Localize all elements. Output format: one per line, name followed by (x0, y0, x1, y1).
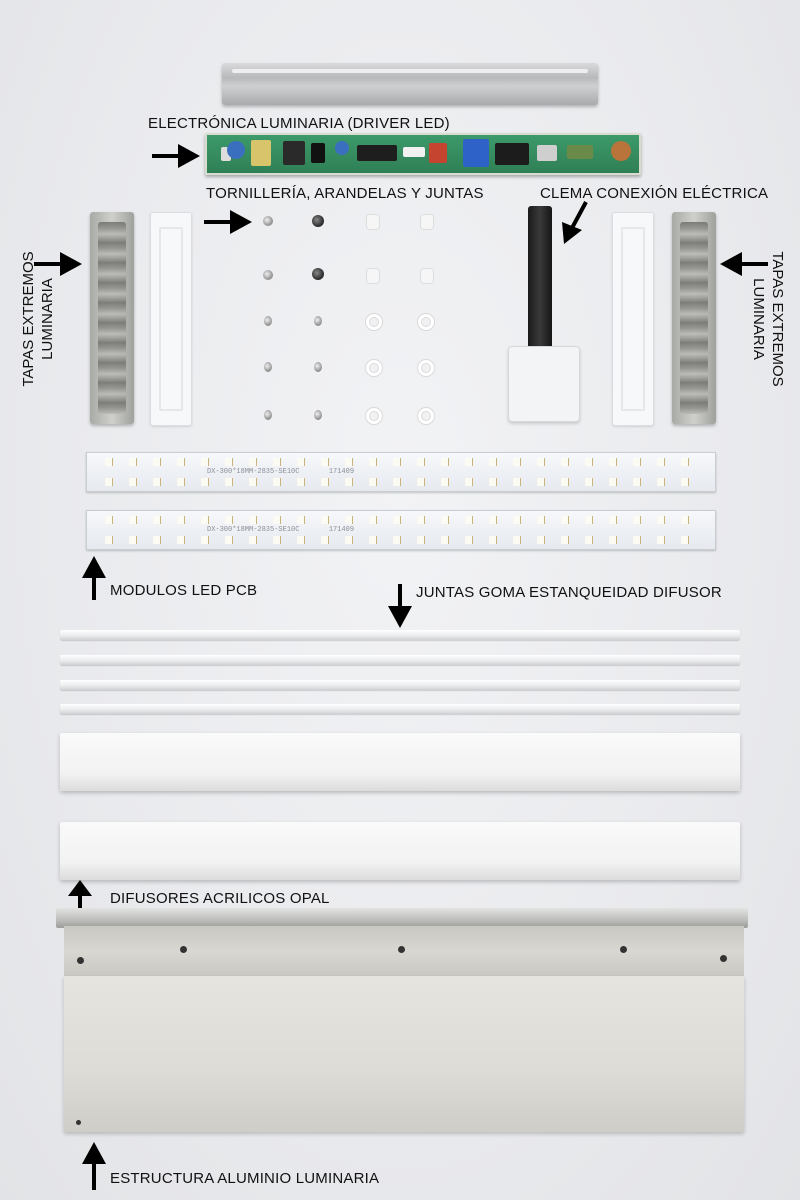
rubber-seal (60, 630, 740, 640)
mounting-hole (720, 955, 727, 962)
connector-cable (528, 206, 552, 356)
screw (264, 362, 272, 372)
washer (418, 360, 434, 376)
mounting-hole (76, 1120, 81, 1125)
mounting-hole (620, 946, 627, 953)
rubber-seal (60, 680, 740, 690)
mounting-hole (77, 957, 84, 964)
mounting-hole (398, 946, 405, 953)
washer (418, 408, 434, 424)
arrow-icon (204, 208, 252, 236)
gasket-plug (366, 214, 380, 230)
gasket-plug (420, 268, 434, 284)
driver-label: ELECTRÓNICA LUMINARIA (DRIVER LED) (148, 115, 450, 132)
screw (312, 215, 324, 227)
led-pcb-module: DX-300*18MM-2835-SE10C 171409 (86, 510, 716, 550)
structure-label: ESTRUCTURA ALUMINIO LUMINARIA (110, 1170, 380, 1187)
screw (314, 316, 322, 326)
aluminium-structure-lip (56, 908, 748, 928)
gasket-plug (420, 214, 434, 230)
led-modules-label: MODULOS LED PCB (110, 582, 258, 599)
arrow-icon (386, 584, 414, 628)
diffusers-label: DIFUSORES ACRILICOS OPAL (110, 890, 330, 907)
screw (312, 268, 324, 280)
screw (314, 410, 322, 420)
rubber-seal (60, 704, 740, 714)
end-cap-gasket-left (150, 212, 192, 426)
connector-box (508, 346, 580, 422)
aluminium-structure-body (64, 976, 744, 1132)
rubber-seal (60, 655, 740, 665)
screw (263, 216, 273, 226)
led-driver-pcb (205, 133, 641, 175)
washer (366, 360, 382, 376)
washer (366, 314, 382, 330)
end-cap-right (672, 212, 716, 424)
arrow-icon (560, 200, 592, 244)
end-caps-right-label: TAPAS EXTREMOS LUMINARIA (750, 251, 786, 387)
mounting-hole (180, 946, 187, 953)
connector-label: CLEMA CONEXIÓN ELÉCTRICA (540, 185, 769, 202)
end-cap-gasket-right (612, 212, 654, 426)
end-caps-left-label: TAPAS EXTREMOS LUMINARIA (20, 251, 56, 387)
screw (314, 362, 322, 372)
arrow-icon (66, 880, 94, 910)
arrow-icon (34, 250, 82, 278)
screw (264, 316, 272, 326)
screws-label: TORNILLERÍA, ARANDELAS Y JUNTAS (206, 185, 484, 202)
washer (366, 408, 382, 424)
opal-diffuser (60, 822, 740, 880)
washer (418, 314, 434, 330)
gasket-plug (366, 268, 380, 284)
arrow-icon (80, 556, 108, 600)
end-cap-left (90, 212, 134, 424)
led-pcb-module: DX-300*18MM-2835-SE10C 171409 (86, 452, 716, 492)
seals-label: JUNTAS GOMA ESTANQUEIDAD DIFUSOR (416, 584, 722, 601)
opal-diffuser (60, 733, 740, 791)
screw (264, 410, 272, 420)
arrow-icon (80, 1142, 108, 1190)
screw (263, 270, 273, 280)
top-bracket (222, 63, 598, 105)
arrow-icon (152, 142, 200, 170)
